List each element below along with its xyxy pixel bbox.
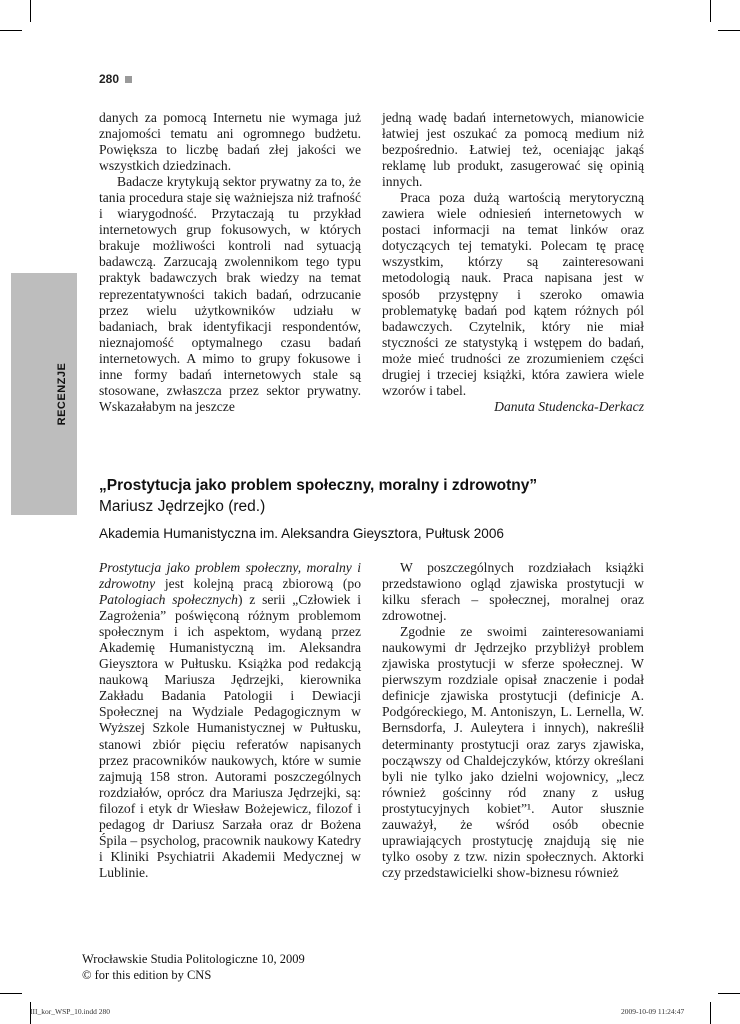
footer-copyright: © for this edition by CNS <box>82 967 212 982</box>
column-top-right <box>382 110 644 415</box>
crop-mark <box>30 0 31 22</box>
crop-mark <box>0 30 22 31</box>
column-bottom-left <box>99 560 361 881</box>
crop-mark <box>718 30 740 31</box>
text-run: jest kolejną pracą zbiorową (po <box>155 576 361 592</box>
paragraph: W poszczególnych rozdziałach książki przedstawiono ogląd zjawiska prostytucji w kilku sferach – społecznej, moralnej oraz zdrowotnej. <box>382 560 644 624</box>
footer-journal: Wrocławskie Studia Politologiczne 10, 2009 <box>82 952 305 966</box>
crop-mark <box>710 1002 711 1024</box>
slug-file: III_kor_WSP_10.indd 280 <box>30 1007 110 1016</box>
slug-timestamp: 2009-10-09 11:24:47 <box>621 1007 685 1016</box>
series-title-italic: Patologiach społecznych <box>99 592 238 608</box>
footer <box>82 952 305 983</box>
column-bottom-right <box>382 560 644 881</box>
crop-mark <box>710 0 711 22</box>
review-title: „Prostytucja jako problem społeczny, moralny i zdrowotny” <box>99 477 538 494</box>
page-number <box>99 72 132 86</box>
paragraph: danych za pomocą Internetu nie wymaga już znajomości tematu ani ogromnego budżetu. Powiększa to liczbę badań złej jakości we wszystkich dziedzinach. <box>99 110 361 174</box>
review-author: Mariusz Jędrzejko (red.) <box>99 498 266 515</box>
section-label: RECENZJE <box>56 362 68 426</box>
review-publisher: Akademia Humanistyczna im. Aleksandra Gieysztora, Pułtusk 2006 <box>99 526 504 541</box>
paragraph: jedną wadę badań internetowych, mianowicie łatwiej jest oszukać za pomocą medium niż bezpośrednio. Łatwiej też, oceniając jakąś reklamę lub produkt, zasugerować się opinią innych. <box>382 110 644 190</box>
review-signature: Danuta Studencka-Derkacz <box>494 398 644 414</box>
paragraph: Zgodnie ze swoimi zainteresowaniami naukowymi dr Jędrzejko przybliżył problem zjawiska prostytucji w sferze społecznej. W pierwszym rozdziale opisał znaczenie i podał definicje zjawiska prostytucji (definicje A. Podgóreckiego, M. Antoniszyn, L. Lernella, W. Bernsdorfa, J. Auleytera i innych), nakreślił determinanty prostytucji oraz zarys zjawiska, począwszy od Chaldejczyków, którzy określani byli nie tylko jako dzielni wojownicy, „lecz również gościnny ród znany z usług prostytucyjnych kobiet”¹. Autor słusznie zauważył, że wśród osób obecnie uprawiających prostytucję znajdują się nie tylko osoby z tzw. nizin społecznych. Aktorki czy przedstawicielki show-biznesu również <box>382 624 644 880</box>
book-title-italic: Prostytucja jako problem społeczny, moralny i zdrowotny <box>99 560 361 592</box>
page-number-text: 280 <box>99 72 120 86</box>
column-top-left <box>99 110 361 415</box>
paragraph: Badacze krytykują sektor prywatny za to, że tania procedura staje się ważniejsza niż trafność i wiarygodność. Przytaczają tu przykład internetowych grup fokusowych, w których brakuje możliwości kontroli nad sytuacją badawczą. Zarzucają zwolennikom tego typu praktyk badawczych brak wiedzy na temat reprezentatywności takich badań, odrzucanie przez wielu użytkowników udziału w badaniach, brak identyfikacji respondentów, nieznajomość optymalnego czasu badań internetowych. A mimo to grupy fokusowe i inne formy badań internetowych stale są stosowane, zwłaszcza przez sektor prywatny. Wskazałabym na jeszcze <box>99 174 361 414</box>
paragraph: Praca poza dużą wartością merytoryczną zawiera wiele odniesień internetowych w postaci informacji na temat linków oraz dotyczących tej tematyki. Polecam tę pracę wszystkim, którzy są zainteresowani metodologią nauk. Praca napisana jest w sposób przystępny i szeroko omawia problematykę badań pod kątem różnych pól badawczych. Czytelnik, który nie miał styczności ze statystyką i wstępem do badań, może mieć trudności ze zrozumieniem części drugiej i trzeciej książki, która zawiera wiele wzorów i tabel. <box>382 190 644 398</box>
text-run: ) z serii „Człowiek i Zagrożenia” poświęconą różnym problemom społecznym i ich aspektom, wydaną przez Akademię Humanistyczną im. Aleksandra Gieysztora w Pułtusku. Książka pod redakcją naukową Mariusza Jędrzejki, kierownika Zakładu Badania Patologii i Dewiacji Społecznej na Wydziale Pedagogicznym w Wyższej Szkole Humanistycznej w Pułtusku, stanowi zbiór pięciu referatów napisanych przez pracowników naukowych, które w sumie zajmują 158 stron. Autorami poszczególnych rozdziałów, oprócz dra Mariusza Jędrzejki, są: filozof i etyk dr Wiesław Bożejewicz, filozof i pedagog dr Dariusz Sarzała oraz dr Bożena Śpila – psycholog, pracownik naukowy Katedry i Kliniki Psychiatrii Akademii Medycznej w Lublinie. <box>99 592 362 880</box>
paragraph <box>99 560 361 881</box>
crop-mark <box>0 993 22 994</box>
crop-mark <box>718 993 740 994</box>
square-bullet-icon <box>125 76 132 83</box>
